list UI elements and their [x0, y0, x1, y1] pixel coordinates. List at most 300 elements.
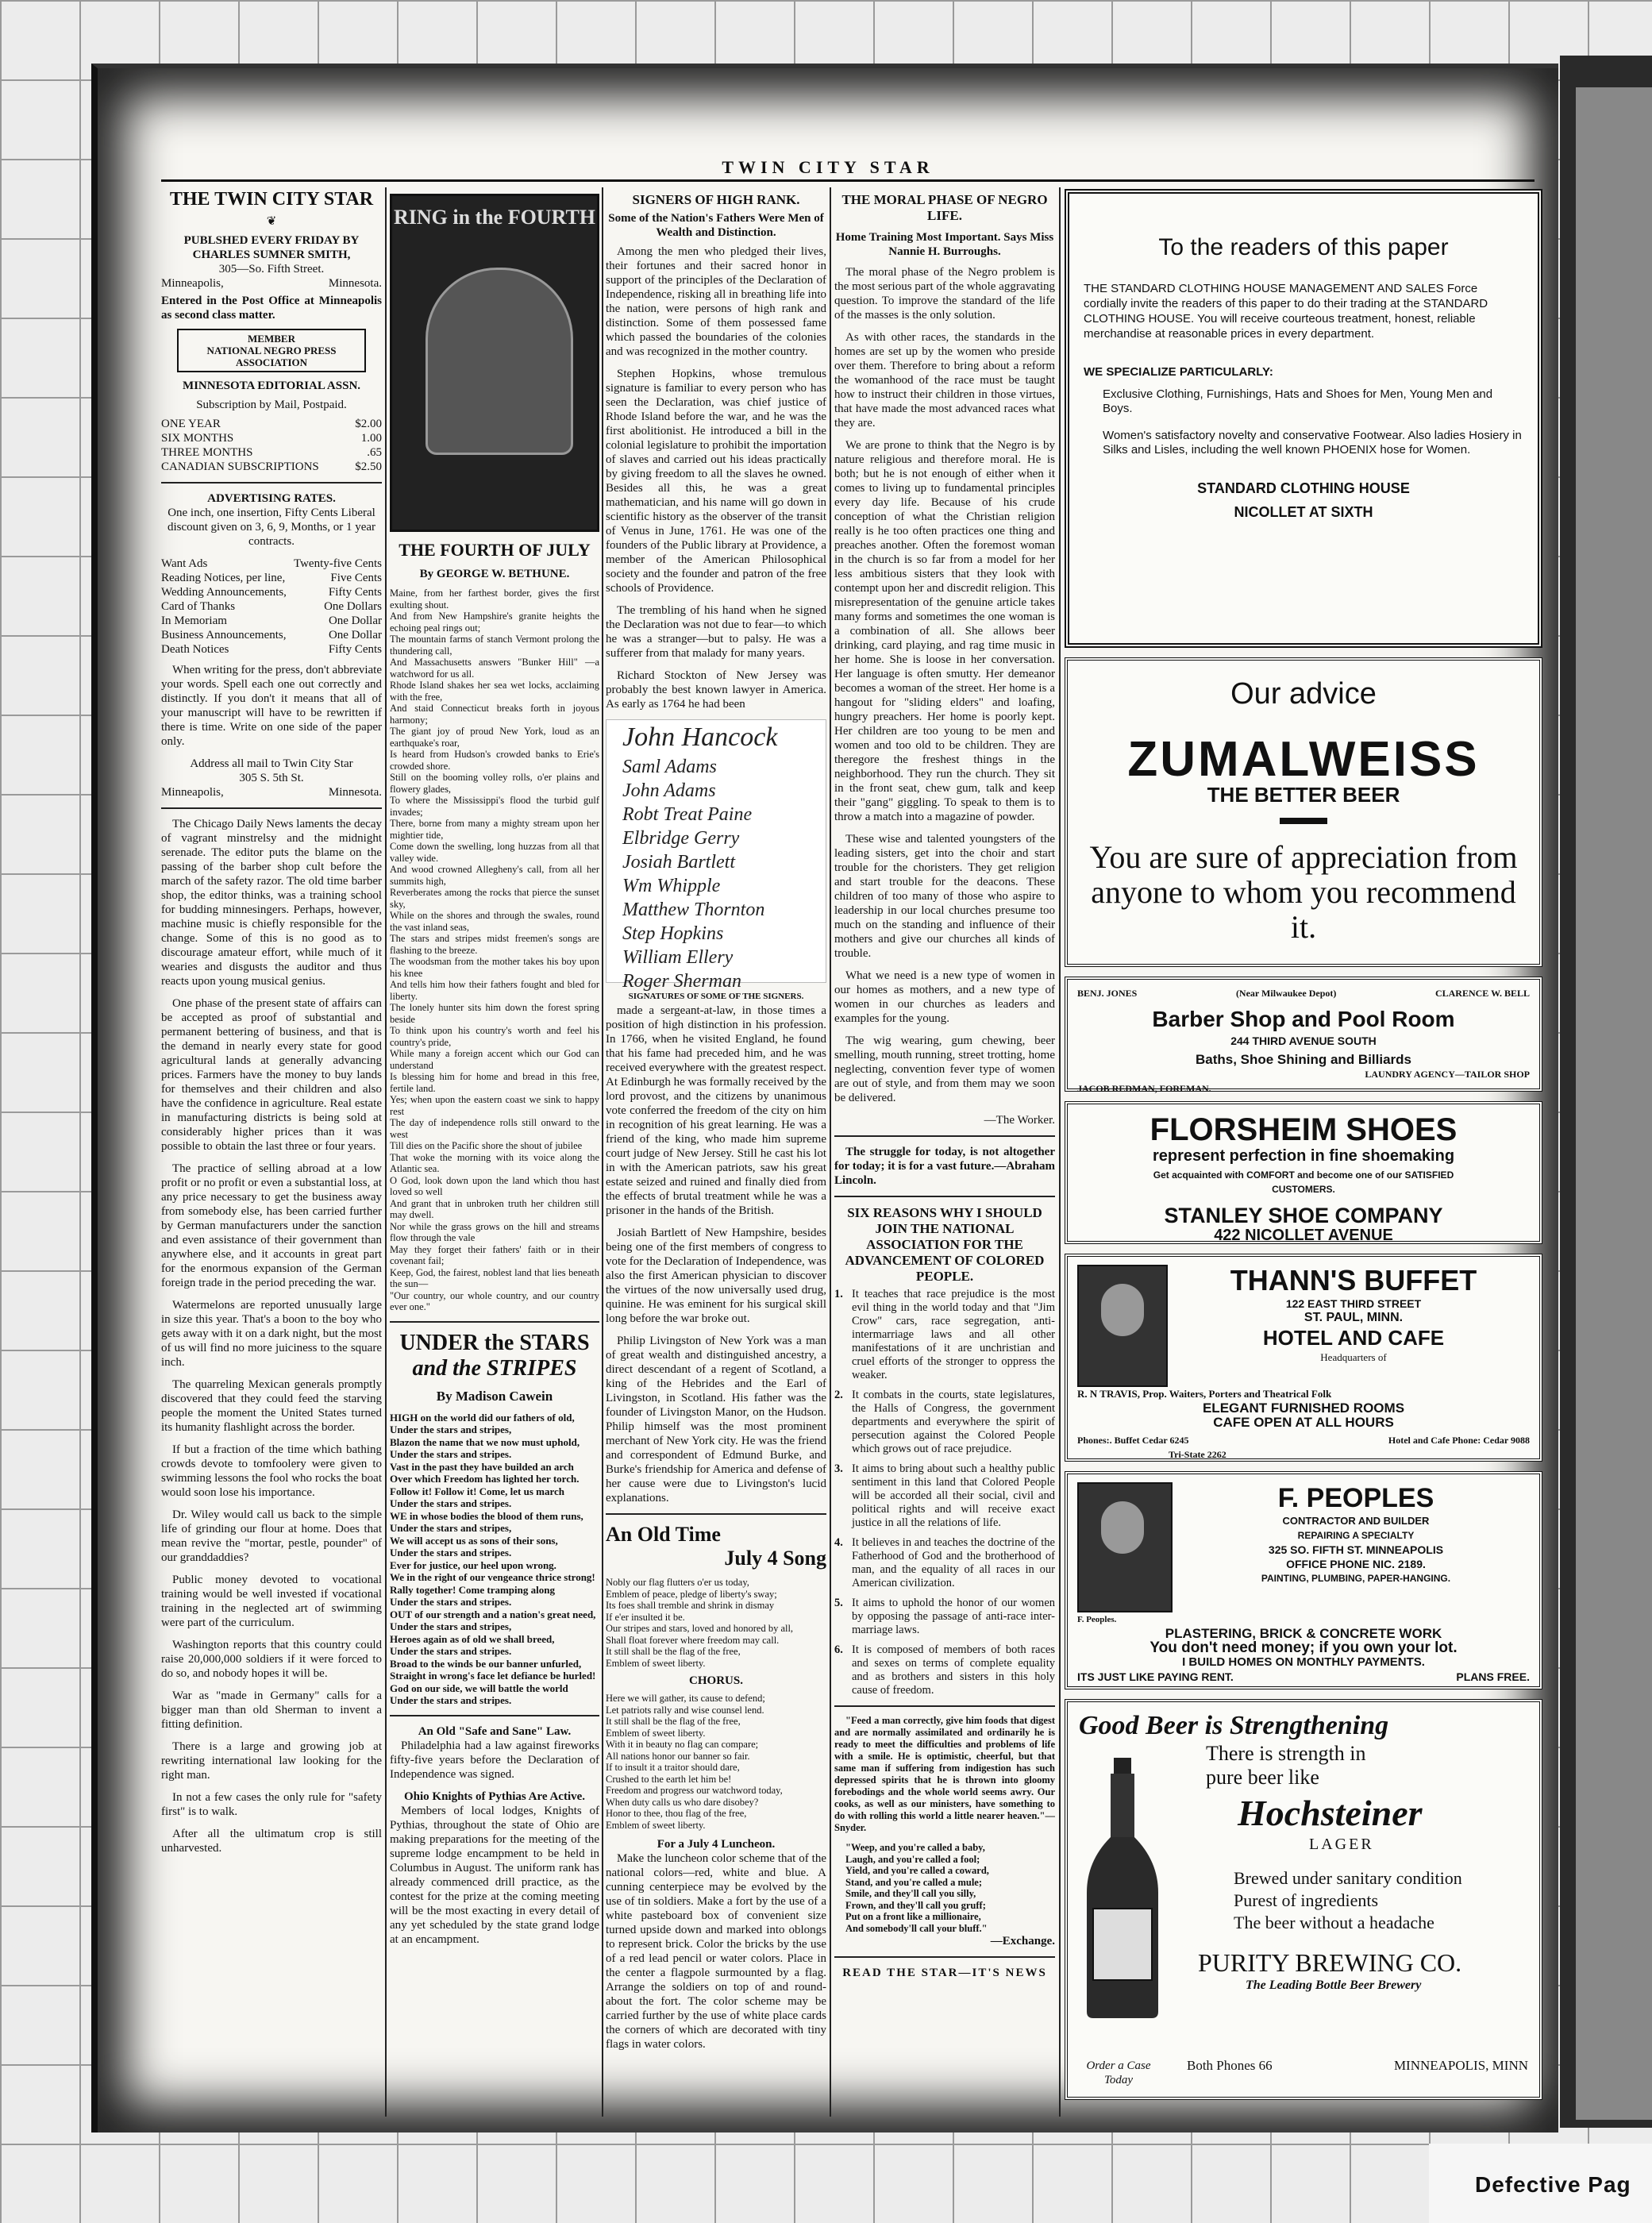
column-4	[834, 189, 1055, 2110]
rate-row-label: THREE MONTHS	[161, 446, 253, 459]
bell-icon	[426, 268, 573, 455]
reason-number: 3.	[834, 1462, 843, 1475]
peoples-rent: ITS JUST LIKE PAYING RENT.	[1077, 1670, 1234, 1683]
lincoln-quote: The struggle for today, is not altogether for today; it is for a vast future.—Abraham Lincoln.	[834, 1146, 1055, 1187]
liberty-bell-illustration	[390, 194, 599, 532]
poem-line: Rhode Island shakes her sea wet locks, acclaiming with the free,	[390, 680, 599, 703]
rate-row-value: .65	[367, 446, 382, 459]
rate-row-value: 1.00	[360, 432, 382, 445]
paragraph: As with other races, the standards in the homes are set up by the women who preside over them. Therefore to bring about a reform the womanhood of the race must be taught how to instruct their children in those virtues, that have made the most advanced races what they are.	[834, 331, 1055, 430]
divider	[834, 1135, 1055, 1137]
clothing-specialize: WE SPECIALIZE PARTICULARLY:	[1084, 365, 1273, 379]
divider	[390, 1321, 599, 1323]
song-title-a: An Old Time	[606, 1523, 721, 1546]
adjacent-page-edge	[1560, 56, 1652, 2128]
adv-rate-row-value: One Dollars	[324, 600, 382, 613]
state: Minnesota.	[328, 786, 382, 799]
paragraph: War as "made in Germany" calls for a bigger man than old Sherman to invent a fitting definition.	[161, 1689, 382, 1731]
poem-line: Till dies on the Pacific shore the shout of jubilee	[390, 1140, 583, 1151]
poem-line: And somebody'll call your bluff."	[845, 1922, 988, 1934]
knights-text: Members of local lodges, Knights of Pythias, throughout the state of Ohio are making preparations for the meeting of the supreme lodge encampment to be held in Columbus in August. The uniform rank has already commenced drill practice, as the contest for the prize at the coming meeting will be the most exacting in every detail of any yet scheduled by the state grand lodge at an encampment.	[390, 1804, 599, 1946]
portrait-face	[1101, 1501, 1144, 1554]
buffet-rooms: ELEGANT FURNISHED ROOMS	[1202, 1400, 1405, 1416]
chorus-line: Freedom and progress our watchword today,	[606, 1785, 783, 1796]
column-divider	[830, 187, 831, 2117]
ornament-icon: ❦	[266, 215, 277, 228]
knights-head: Ohio Knights of Pythias Are Active.	[403, 1790, 586, 1803]
clothing-body: THE STANDARD CLOTHING HOUSE MANAGEMENT AND SALES Force cordially invite the readers of this paper to do their trading at the STANDARD CLOTHING HOUSE. You will receive courteous treatment, honest, reliable merchandise at reasonable prices in every department.	[1084, 282, 1488, 341]
clothing-location: NICOLLET AT SIXTH	[1234, 504, 1373, 520]
subhead: Home Training Most Important. Says Miss Nannie H. Burroughs.	[835, 231, 1054, 258]
paragraph: Richard Stockton of New Jersey was probably the best known lawyer in America. As early as 1764 he had been	[606, 669, 826, 711]
poem-line: To think upon his country's worth and feel his country's pride,	[390, 1025, 599, 1048]
poem-line: Heroes again as of old we shall breed,	[390, 1632, 555, 1645]
paragraph: Among the men who pledged their lives, their fortunes and their sacred honor in support of the principles of the Declaration of Independence, risking all in breathing life into the nation, were persons of high rank and distinction. Some of them possessed fame which passed the boundaries of the colonies and was recognized in the mother country.	[606, 245, 826, 358]
buffet-tristate: Tri-State 2262	[1169, 1449, 1226, 1460]
thanns-buffet-ad	[1065, 1254, 1542, 1462]
chorus-line: It still shall be the flag of the free,	[606, 1716, 741, 1727]
paragraph: Josiah Bartlett of New Hampshire, besides being one of the first members of congress to vote for the Declaration of Independence, was also the first American physician to discover the virtues of the now universally used drug, quinine. He was eminent for his surgical skill long before the war broke out.	[606, 1227, 826, 1325]
rates-list	[161, 417, 382, 474]
buffet-staff: R. N TRAVIS, Prop. Waiters, Porters and Theatrical Folk	[1077, 1388, 1332, 1400]
beer-tagline: THE BETTER BEER	[1207, 783, 1400, 807]
barber-address: 244 THIRD AVENUE SOUTH	[1230, 1034, 1377, 1047]
poem-line: And from New Hampshire's granite heights the echoing peal rings out;	[390, 611, 599, 634]
barber-owner: BENJ. JONES	[1077, 988, 1138, 999]
column-3	[606, 189, 826, 2110]
signature: Matthew Thornton	[622, 900, 765, 920]
publisher: CHARLES SUMNER SMITH,	[192, 248, 351, 261]
masthead-rule	[161, 179, 1535, 182]
poem-line: May they forget their fathers' faith or in their covenant fail;	[390, 1243, 599, 1266]
paragraph: The quarreling Mexican generals promptly discovered that they could feed the starving people the moment the United States turned its humanity flashlight across the border.	[161, 1378, 382, 1434]
law-text: Philadelphia had a law against fireworks fifty-five years before the Declaration of Independence was signed.	[390, 1739, 599, 1781]
peoples-caption: F. Peoples.	[1077, 1615, 1117, 1624]
city-line	[161, 276, 382, 291]
poem-line: Straight in wrong's face let defiance be hurled!	[390, 1670, 596, 1682]
poem-body	[390, 588, 599, 1313]
reason-text: It aims to bring about such a healthy public sentiment in this land that Colored People will be accorded all their social, civil and political rights and will receive exact justice in all the relations of life.	[852, 1462, 1055, 1529]
poem-line: And grant that in unbroken truth her children still may dwell.	[390, 1197, 599, 1220]
adv-rate-row	[161, 614, 382, 628]
chorus-line: With it in beauty no flag can compare;	[606, 1739, 759, 1750]
song-line: It still shall be the flag of the free,	[606, 1646, 741, 1657]
barber-name: Barber Shop and Pool Room	[1152, 1007, 1455, 1031]
peoples-footer	[1077, 1670, 1530, 1684]
reason-item	[834, 1643, 1055, 1697]
chorus-line: Emblem of sweet liberty.	[606, 1819, 706, 1831]
reasons-head: SIX REASONS WHY I SHOULD JOIN THE NATIONAL ASSOCIATION FOR THE ADVANCEMENT OF COLORED PEOPLE.	[845, 1205, 1045, 1284]
article-body-continued	[606, 1004, 826, 1505]
song-line: Nobly our flag flutters o'er us today,	[606, 1577, 749, 1588]
purity-type: LAGER	[1309, 1836, 1374, 1853]
state: Minnesota.	[328, 277, 382, 290]
paragraph: The moral phase of the Negro problem is the most serious part of the whole aggravating question. To improve the standard of the life of the masses is the only solution.	[834, 266, 1055, 322]
poem-line: "Our country, our whole country, and our country ever one."	[390, 1289, 599, 1312]
poem2-title-b: and the STRIPES	[412, 1355, 577, 1381]
poem-line: Smile, and they'll call you silly,	[845, 1888, 976, 1899]
divider	[161, 482, 382, 484]
paragraph: made a sergeant-at-law, in those times a position of high distinction in his profession. In 1766, when he visited England, he found that his fame had preceded him, and he was received everywhere with the greatest respect. At Edinburgh he was formally received by the lord provost, and the citizens by unanimous vote conferred the freedom of the city on him in recognition of his great learning. He was a friend of the king, who made him supreme court judge of New Jersey. Still he cast his lot in with the American patriots, saw his great estate seized and ruined and finally died from the effects of brutal treatment while he was a prisoner in the hands of the British.	[606, 1004, 826, 1217]
rate-row-label: CANADIAN SUBSCRIPTIONS	[161, 460, 319, 473]
song-line: Shall float forever where freedom may call.	[606, 1634, 780, 1646]
poem-line: While many a foreign accent which our God can understand	[390, 1048, 599, 1071]
poem-line: O God, look down upon the land which thou hast loved so well	[390, 1174, 599, 1197]
song-line: Emblem of peace, pledge of liberty's sway;	[606, 1588, 777, 1600]
zumalweiss-ad	[1065, 657, 1542, 967]
member-line: NATIONAL NEGRO PRESS	[206, 345, 337, 356]
shoes-sub: Get acquainted with COMFORT and become one of our SATISFIED CUSTOMERS.	[1153, 1169, 1454, 1195]
rate-row-value: $2.00	[355, 418, 382, 430]
column-divider	[1059, 187, 1061, 2117]
editorial-assn: MINNESOTA EDITORIAL ASSN.	[182, 379, 361, 392]
shoes-tagline: represent perfection in fine shoemaking	[1152, 1147, 1455, 1165]
poem-line: The woodsman from the mother takes his boy upon his knee	[390, 956, 599, 979]
adv-rate-row-value: Five Cents	[330, 572, 382, 584]
reasons-list	[834, 1288, 1055, 1697]
city-line	[161, 785, 382, 799]
adv-rate-row-value: One Dollar	[328, 615, 382, 627]
reason-text: It believes in and teaches the doctrine of the Fatherhood of God and the brotherhood of man, and the equality of all races in our American civilization.	[852, 1536, 1055, 1589]
adv-rate-row-label: Death Notices	[161, 643, 229, 656]
portrait-face	[1101, 1284, 1144, 1336]
poem-line: And wood crowned Allegheny's call, from all her summits high,	[390, 864, 599, 887]
poem-title: THE FOURTH OF JULY	[399, 540, 591, 560]
paragraph: Stephen Hopkins, whose tremulous signature is familiar to every person who has seen the Declaration, was chief justice of Rhode Island before the war, and he was the first abolitionist. He introduced a bill in the colonial legislature to prohibit the importation of slaves and carried out his ideas practically by giving freedom to all the slaves he owned. Besides all this, he was a great mathematician, and his name will go down in scientific history as the observer of the transit of Venus in June, 1761. He was one of the founders of the Public library at Providence, a member of the American Philosophical society and the founder and patron of the free schools of Providence.	[606, 368, 826, 595]
signature: William Ellery	[622, 947, 734, 968]
poem-line: God on our side, we will battle the world	[390, 1682, 568, 1694]
adv-rate-row	[161, 571, 382, 585]
poem-line: Under the stars and stripes,	[390, 1620, 512, 1632]
poem-line: Over which Freedom has lighted her torch.	[390, 1473, 580, 1485]
barber-ad	[1065, 977, 1542, 1092]
reason-text: It aims to uphold the honor of our women by opposing the passage of anti-race inter-marriage laws.	[852, 1597, 1055, 1636]
poem-line: Laugh, and you're called a fool;	[845, 1853, 980, 1865]
poem-line: Under the stars and stripes.	[390, 1596, 512, 1608]
song-line: If e'er insulted it be.	[606, 1611, 685, 1623]
rate-row	[161, 460, 382, 474]
article-body	[606, 245, 826, 711]
reason-item	[834, 1462, 1055, 1530]
paragraph: The practice of selling abroad at a low profit or no profit or even a substantial loss, at any price necessary to get the business away from somebody else, has been carried further by German manufacturers under the sanction and even assistance of their government than anywhere else, and it accounts in great part for the enormous expansion of the German foreign trade in the period preceding the war.	[161, 1162, 382, 1289]
peoples-ad	[1065, 1471, 1542, 1689]
chorus-line: If to insult it a traitor should dare,	[606, 1762, 740, 1773]
reason-text: It is composed of members of both races and sexes on terms of complete equality and as brothers and sisters in this holy cause of freedom.	[852, 1643, 1055, 1697]
chorus-line: Here we will gather, its cause to defend;	[606, 1693, 765, 1704]
poem-line: Maine, from her farthest border, gives the first exulting shout.	[390, 588, 599, 611]
divider	[834, 1705, 1055, 1707]
poem-line: The giant joy of proud New York, loud as an earthquake's roar,	[390, 726, 599, 749]
reason-number: 1.	[834, 1288, 843, 1300]
purity-brand: Hochsteiner	[1238, 1793, 1423, 1833]
signature: John Adams	[622, 780, 716, 801]
barber-names	[1077, 986, 1530, 1000]
defective-page-label: Defective Pag	[1429, 2144, 1652, 2223]
adv-rate-row-value: Fifty Cents	[328, 586, 382, 599]
chorus-line: Emblem of sweet liberty.	[606, 1727, 706, 1739]
poem-line: The mountain farms of stanch Vermont prolong the thundering call,	[390, 634, 599, 657]
rate-row	[161, 431, 382, 445]
adv-rate-row	[161, 557, 382, 571]
bell-caption: RING in the FOURTH	[393, 206, 596, 229]
buffet-hotel: HOTEL AND CAFE	[1262, 1326, 1445, 1350]
purity-leading: The Leading Bottle Beer Brewery	[1246, 1978, 1422, 1992]
poem2-body	[390, 1412, 599, 1707]
poem-line: Under the stars and stripes.	[390, 1547, 512, 1558]
divider	[834, 1956, 1055, 1958]
editorial-paragraphs	[161, 817, 382, 1855]
column-divider	[602, 187, 603, 2117]
poem-line: Reverberates among the rocks that pierce the sunset sky,	[390, 887, 599, 910]
buffet-phones	[1077, 1433, 1530, 1447]
headline: THE MORAL PHASE OF NEGRO LIFE.	[841, 192, 1048, 223]
adv-rate-row-label: Want Ads	[161, 557, 208, 570]
poem-line: Follow it! Follow it! Come, let us march	[390, 1485, 564, 1497]
reason-item	[834, 1597, 1055, 1637]
reason-number: 6.	[834, 1643, 843, 1656]
poem-line: Frown, and they'll call you gruff;	[845, 1899, 986, 1911]
paper-title: THE TWIN CITY STAR	[169, 189, 374, 210]
address: 305—So. Fifth Street.	[218, 263, 325, 275]
poem-line: Is heard from Hudson's crowded banks to Erie's crowded shore.	[390, 749, 599, 772]
clothing-title: To the readers of this paper	[1158, 234, 1449, 260]
divider	[606, 1513, 826, 1515]
paragraph: Washington reports that this country could raise 20,000,000 soldiers if it were forced to do so, and nobody hopes it will be.	[161, 1639, 382, 1680]
barber-services: Baths, Shoe Shining and Billiards	[1195, 1052, 1412, 1067]
column-1	[161, 189, 382, 2110]
shoes-brand: FLORSHEIM SHOES	[1149, 1112, 1458, 1147]
peoples-plans: PLANS FREE.	[1456, 1670, 1530, 1683]
chorus-label: CHORUS.	[689, 1674, 743, 1687]
peoples-services: PAINTING, PLUMBING, PAPER-HANGING.	[1261, 1573, 1451, 1584]
beer-advice: Our advice	[1230, 677, 1377, 711]
poem-line: To where the Mississippi's flood the turbid gulf invades;	[390, 795, 599, 818]
subhead: Some of the Nation's Fathers Were Men of Wealth and Distinction.	[608, 212, 824, 239]
clothing-name: STANDARD CLOTHING HOUSE	[1197, 480, 1410, 496]
peoples-homes: I BUILD HOMES ON MONTHLY PAYMENTS.	[1182, 1655, 1425, 1669]
city: Minneapolis,	[161, 786, 224, 799]
poem-line: Rally together! Come tramping along	[390, 1583, 555, 1596]
reason-number: 2.	[834, 1389, 843, 1401]
writing-notice: When writing for the press, don't abbreviate your words. Spell each one out correctly and distinctly. If you don't it means that all of your manuscript will have to be rewritten if there is time. Write on one side of the paper only.	[161, 664, 382, 748]
purity-brewing-ad	[1065, 1699, 1542, 2100]
poem-line: Nor while the grass grows on the hill and streams flow through the vale	[390, 1220, 599, 1243]
purity-company: PURITY BREWING CO.	[1198, 1948, 1462, 1977]
member-badge	[177, 329, 366, 372]
chorus-verse	[606, 1693, 826, 1831]
poem-line: And tells him how their fathers fought and bled for liberty.	[390, 979, 599, 1002]
poem-line: "Weep, and you're called a baby,	[845, 1842, 985, 1853]
paragraph: After all the ultimatum crop is still unharvested.	[161, 1828, 382, 1855]
paragraph: What we need is a new type of women in our homes as mothers, and a new type of women in our churches as leaders and examples for the young.	[834, 969, 1055, 1025]
purity-slogan: Good Beer is Strengthening	[1079, 1711, 1389, 1740]
poem-line: There, borne from many a mighty stream upon her mightier tide,	[390, 818, 599, 841]
signature: Josiah Bartlett	[622, 852, 735, 873]
poem-line: Come down the swelling, long huzzas from all that valley wide.	[390, 841, 599, 864]
adv-rate-row-label: Card of Thanks	[161, 600, 236, 613]
signature: Robt Treat Paine	[622, 804, 753, 825]
poem-line: Blazon the name that we now must uphold,	[390, 1435, 580, 1448]
poem-line: Under the stars and stripes.	[390, 1694, 512, 1706]
peoples-name: F. PEOPLES	[1277, 1483, 1434, 1513]
rate-row-label: SIX MONTHS	[161, 432, 234, 445]
newspaper-page	[91, 64, 1558, 2132]
poem2-author: By Madison Cawein	[436, 1388, 553, 1404]
poem-line: Put on a front like a millionaire,	[845, 1911, 981, 1922]
published-line: PUBLSHED EVERY FRIDAY BY	[183, 234, 360, 247]
adv-rate-row-value: Twenty-five Cents	[293, 557, 382, 570]
paragraph: The trembling of his hand when he signed the Declaration was not due to fear—to which he was a stranger—but to palsy. He was a sufferer from that malady for many years.	[606, 604, 826, 660]
poem-author: By GEORGE W. BETHUNE.	[419, 568, 570, 580]
column-divider	[385, 187, 387, 2117]
chorus-line: Crushed to the earth let him be!	[606, 1773, 732, 1785]
paragraph: These wise and talented youngsters of the leading sisters, get into the choir and start trouble for the choristers. They get religion and start trouble for the deacons. These children of too many of those who aspire to leadership in our local churches presume too much on the standing and influence of their mothers and give our churches all kinds of trouble.	[834, 833, 1055, 960]
buffet-name: THANN'S BUFFET	[1230, 1264, 1477, 1296]
clothing-items: Women's satisfactory novelty and conservative Footwear. Also ladies Hosiery in Silks and Lisles, including the well known PHOENIX hose for Women.	[1103, 429, 1522, 457]
reason-item	[834, 1536, 1055, 1590]
poem-line: And staid Connecticut breaks forth in joyous harmony;	[390, 703, 599, 726]
footer-slogan: READ THE STAR—IT'S NEWS	[842, 1967, 1047, 1979]
poem-line: Under the stars and stripes.	[390, 1448, 512, 1460]
adv-rate-row-label: Wedding Announcements,	[161, 586, 287, 599]
song-verse	[606, 1577, 826, 1669]
signature: Roger Sherman	[622, 971, 741, 992]
reason-text: It teaches that race prejudice is the most evil thing in the world today and that "Jim Crow" cars, race segregation, anti-intermarriage laws and all other manifestations of it are unchristian and cruel efforts of the stronger to oppress the weaker.	[852, 1288, 1055, 1381]
poem-line: The stars and stripes midst freemen's songs are flashing to the breeze.	[390, 933, 599, 956]
adjacent-page	[1576, 87, 1652, 2120]
adv-rate-row-label: In Memoriam	[161, 615, 227, 627]
poem-line: Is blessing him for home and bread in this free, fertile land.	[390, 1071, 599, 1094]
poem-line: While on the shores and through the swales, round the vast inland seas,	[390, 910, 599, 933]
signature: John Hancock	[622, 722, 778, 752]
adv-rate-row	[161, 628, 382, 642]
beer-divider	[1280, 818, 1327, 824]
purity-line: pure beer like	[1206, 1766, 1319, 1789]
buffet-open: CAFE OPEN AT ALL HOURS	[1213, 1415, 1394, 1430]
adv-rate-row	[161, 642, 382, 657]
poem-line: WE in whose bodies the blood of them runs,	[390, 1509, 583, 1522]
poem-line: And Massachusetts answers "Bunker Hill" —a watchword for us all.	[390, 657, 599, 680]
poem-line: HIGH on the world did our fathers of old,	[390, 1411, 575, 1424]
purity-phones: Both Phones 66	[1187, 2058, 1273, 2073]
barber-laundry: LAUNDRY AGENCY—TAILOR SHOP	[1365, 1069, 1530, 1080]
peoples-repair: REPAIRING A SPECIALTY	[1297, 1530, 1415, 1541]
city: Minneapolis,	[161, 277, 224, 290]
poem-line: We will accept us as sons of their sons,	[390, 1534, 558, 1547]
barber-foreman: JACOB REDMAN, FOREMAN.	[1077, 1083, 1211, 1094]
divider	[390, 1715, 599, 1716]
divider	[161, 807, 382, 809]
law-head: An Old "Safe and Sane" Law.	[418, 1724, 572, 1738]
paragraph: Philip Livingston of New York was a man of great wealth and distinguished ancestry, a direct descendant of a regent of Scotland, a king of the Hebrides and the Earl of Livingston, in Scotland. His father was the founder of Livingston Manor, on the Hudson. Philip himself was the most prominent merchant of New York city. He was the friend and correspondent of Edmund Burke, and Burke's friendship for America and defense of her cause were due to Livingston's lucid explanations.	[606, 1335, 826, 1504]
clothing-ad	[1065, 189, 1542, 648]
reason-number: 4.	[834, 1536, 843, 1549]
cafe-phone: Hotel and Cafe Phone: Cedar 9088	[1388, 1435, 1530, 1446]
advertising-text: One inch, one insertion, Fifty Cents Liberal discount given on 3, 6, 9, Months, or 1 year contracts.	[167, 507, 376, 548]
paragraph: We are prone to think that the Negro is by nature religious and therefore moral. He is both; but he is not enough of either when it comes to living up to fundamental principles every day life. Because of his crude conception of what the Christian religion really is he too often practices one thing and preaches another. Often the foremost woman in the church is so far from a model for her less ambitious sisters that they look with contempt upon her and discredit religion. This misrepresentation of the genuine article takes many forms and sometimes the one woman is a combination of all. She allows beer drinking, card playing, and rag time music in her home. She is loose in her conversation. Her language is often smutty. Her demeanor becomes a woman of the street. Her home is a hangout for "sliding elders" and loafing, hungry preachers. Her home is poorly kept. Her children are too young to be men and women and too old to be children. They are theregore the freshest things in the neighborhood. They run the church. They sit in the front seat, chew gum, talk and keep their "gang" giggling. To speak to them is to throw a match into a magazine of powder.	[834, 439, 1055, 823]
paragraph: There is a large and growing job at rewriting international law looking for the right man.	[161, 1740, 382, 1782]
poem-line: OUT of our strength and a nation's great need,	[390, 1608, 596, 1620]
poem-line: Yield, and you're called a coward,	[845, 1865, 989, 1876]
buffet-hq: Headquarters of	[1320, 1351, 1387, 1363]
chorus-line: All nations honor our banner so fair.	[606, 1750, 750, 1762]
snyder-quote: "Feed a man correctly, give him foods that digest and are normally assimilated and ordinarily he is ready to meet the difficulties and problems of life with a smile. He is optimistic, cheerful, but that same man if suffering from indigestion has such depressed spirits that he is thrown into gloomy forebodings and the whole world seems awry. Our cooks, as well as our ministers, have something to do with rolling this world a little nearer heaven."—Snyder.	[834, 1715, 1055, 1833]
rate-row	[161, 445, 382, 460]
clothing-items: Exclusive Clothing, Furnishings, Hats and Shoes for Men, Young Men and Boys.	[1103, 387, 1493, 415]
paragraph: Watermelons are reported unusually large in size this year. That's a boon to the boy who gets away with it on a dark night, but the most of us will find no more juiciness to the square inch.	[161, 1299, 382, 1369]
buffet-phone: Phones:. Buffet Cedar 6245	[1077, 1435, 1189, 1446]
purity-order: Order a Case Today	[1086, 2059, 1151, 2086]
paragraph: The Chicago Daily News laments the decay of vagrant minstrelsy and the midnight serenade. The editor puts the blame on the passing of the barber shop cult before the march of the safety razor. The old time barber shop, the editor thinks, was a training school for budding minnesingers. Perhaps, however, machine music is chiefly responsible for the change. Some of this is no good as to discourage amateur effort, while much of it wearies and disgusts the auditor and thus reacts upon young musical genius.	[161, 818, 382, 988]
peoples-phone: OFFICE PHONE NIC. 2189.	[1286, 1558, 1426, 1570]
purity-feature: Brewed under sanitary condition	[1234, 1868, 1462, 1888]
adv-rate-row	[161, 585, 382, 599]
adv-rate-row-value: One Dollar	[328, 629, 382, 641]
peoples-money: You don't need money; if you own your lot.	[1149, 1639, 1458, 1656]
subscription-head: Subscription by Mail, Postpaid.	[196, 399, 347, 411]
poem-line: Keep, God, the fairest, noblest land that lies beneath the sun—	[390, 1266, 599, 1289]
chorus-line: Let patriots rally and wise counsel lend.	[606, 1704, 764, 1716]
poem-line: Under the stars and stripes.	[390, 1497, 512, 1509]
poem-line: Still on the booming volley rolls, o'er plains and flowery glades,	[390, 772, 599, 795]
purity-city: MINNEAPOLIS, MINN	[1393, 2058, 1528, 2073]
song-line: Its foes shall tremble and shrink in dismay	[606, 1600, 775, 1611]
address-street: 305 S. 5th St.	[239, 772, 304, 784]
poem-line: Yes; when upon the eastern coast we sink to happy rest	[390, 1094, 599, 1117]
signature: Elbridge Gerry	[622, 828, 740, 849]
poem-line: Vast in the past they have builded an arch	[390, 1460, 574, 1473]
luncheon-text: Make the luncheon color scheme that of the national colors—red, white and blue. A cunning centerpiece may be evolved by the use of tin soldiers. Make a fort by the use of a white pasteboard box of convenient size turned upside down and marked into oblongs to represent brick. Color the bricks by the use of a red lead pencil or water colors. Place in the center a flagpole surmounted by a flag. Arrange the soldiers on top of and round-about the fort. The color scheme may be carried further by the use of white place cards the corners of which are decorated with tiny flags in water colors.	[606, 1852, 826, 2051]
poem-line: Under the stars and stripes,	[390, 1424, 512, 1435]
purity-line: There is strength in	[1206, 1742, 1366, 1765]
signature: Saml Adams	[622, 757, 717, 777]
adv-rate-row-value: Fifty Cents	[328, 643, 382, 656]
barber-location: (Near Milwaukee Depot)	[1235, 988, 1337, 999]
shoes-company: STANLEY SHOE COMPANY	[1164, 1204, 1443, 1227]
divider	[834, 1196, 1055, 1197]
song-line: Emblem of sweet liberty.	[606, 1657, 706, 1669]
portrait-photo	[1077, 1482, 1173, 1612]
buffet-city: ST. PAUL, MINN.	[1304, 1311, 1404, 1324]
article-body	[834, 265, 1055, 1105]
poem-line: Under the stars and stripes,	[390, 1522, 512, 1534]
advertisements-column	[1065, 189, 1542, 2110]
song-title-b: July 4 Song	[724, 1547, 826, 1570]
rate-row-label: ONE YEAR	[161, 418, 221, 430]
paragraph: In not a few cases the only rule for "safety first" is to walk.	[161, 1791, 382, 1818]
peoples-plaster: PLASTERING, BRICK & CONCRETE WORK	[1165, 1626, 1442, 1641]
entered-notice: Entered in the Post Office at Minneapolis as second class matter.	[161, 295, 382, 322]
poem-line: Stand, and you're called a mule;	[845, 1876, 983, 1888]
portrait-photo	[1077, 1265, 1168, 1387]
beer-body: You are sure of appreciation from anyone to whom you recommend it.	[1089, 839, 1518, 945]
masthead: TWIN CITY STAR	[722, 157, 934, 177]
chorus-line: When duty calls us who dare disobey?	[606, 1796, 759, 1808]
florsheim-ad	[1065, 1101, 1542, 1244]
exchange-poem	[834, 1842, 1055, 1934]
advertising-rates	[161, 557, 382, 657]
rate-row	[161, 417, 382, 431]
poem-line: The lonely hunter sits him down the forest spring beside	[390, 1002, 599, 1025]
peoples-address: 325 SO. FIFTH ST. MINNEAPOLIS	[1268, 1543, 1444, 1556]
reason-number: 5.	[834, 1597, 843, 1609]
poem2-title-a: UNDER the STARS	[399, 1330, 590, 1355]
purity-feature: Purest of ingredients	[1234, 1890, 1379, 1910]
adv-rate-row-label: Business Announcements,	[161, 629, 287, 641]
poem-line: Broad to the winds be our banner unfurled,	[390, 1657, 582, 1670]
poem-line: Ever for justice, our heel upon wrong.	[390, 1558, 556, 1571]
paragraph: Public money devoted to vocational training would be well invested if vocational training in the neglected art of swimming were part of the curriculum.	[161, 1574, 382, 1629]
